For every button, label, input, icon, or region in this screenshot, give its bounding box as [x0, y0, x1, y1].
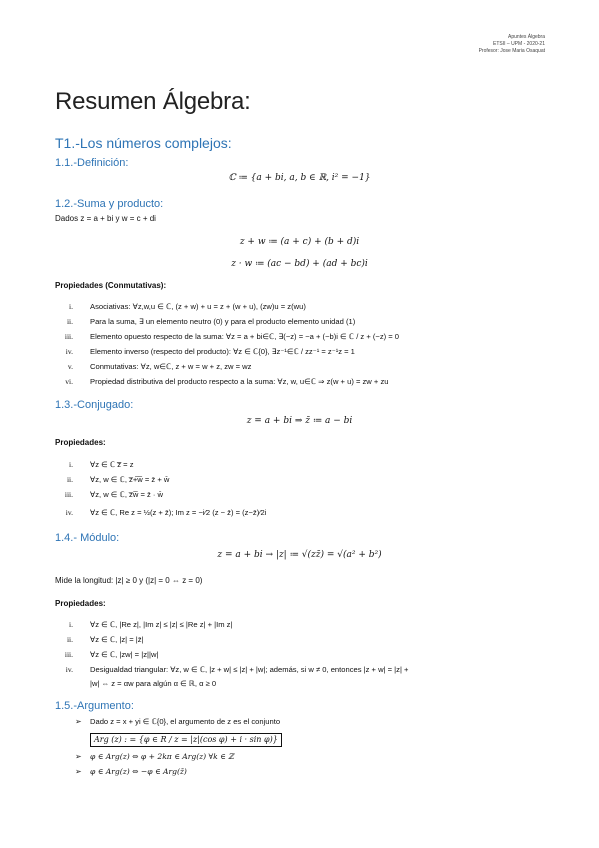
argument-boxed-formula: Arg (z) : = {φ ∈ R / z = |z|(cos φ) + i · sin φ)} — [90, 733, 282, 747]
list-item-text: ∀z ∈ ℂ, |Re z|, |Im z| ≤ |z| ≤ |Re z| + |Im z| — [90, 620, 233, 629]
chapter-heading: T1.-Los números complejos: — [55, 135, 232, 151]
modulus-formula: z = a + bi → |z| ≔ √(zz̄) = √(a² + b²) — [217, 550, 382, 560]
list-item-number: iii. — [64, 650, 73, 659]
arrow-bullet-icon: ➢ — [75, 752, 82, 761]
document-title: Resumen Álgebra: — [55, 88, 251, 115]
header-course: Apuntes Álgebra — [508, 34, 545, 40]
list-item-text: ∀z, w ∈ ℂ, z̅+̅w̅ = z̄ + w̄ — [90, 475, 170, 484]
list-item-number: ii. — [66, 475, 73, 484]
properties-label: Propiedades: — [55, 438, 106, 447]
list-item-number: iv. — [65, 665, 73, 674]
definition-formula: ℂ ≔ {a + bi, a, b ∈ ℝ, i² = −1} — [228, 173, 371, 183]
header-professor: Profesor: Jose Maria Osaquat — [478, 48, 545, 54]
list-item-number: iii. — [64, 332, 73, 341]
conjugate-formula: z = a + bi ⇒ z̄ ≔ a − bi — [246, 416, 353, 426]
page-header — [479, 34, 545, 55]
list-item-text: Elemento opuesto respecto de la suma: ∀z = a + bi∈ℂ, ∃(−z) = −a + (−b)i ∈ ℂ / z + (−z) = 0 — [90, 332, 400, 341]
arrow-bullet-icon: ➢ — [75, 717, 82, 726]
list-item-number: i. — [69, 302, 73, 311]
product-formula: z · w ≔ (ac − bd) + (ad + bc)i — [231, 259, 368, 269]
properties-label: Propiedades: — [55, 599, 106, 608]
list-item-text: ∀z ∈ ℂ, |z| = |z̄| — [90, 635, 144, 644]
list-item-number: vi. — [65, 377, 73, 386]
argument-periodicity: φ ∈ Arg(z) ⇔ φ + 2kπ ∈ Arg(z) ∀k ∈ ℤ — [90, 752, 234, 761]
list-item-text: Conmutativas: ∀z, w∈ℂ, z + w = w + z, zw = wz — [90, 362, 252, 371]
section-heading-modulo: 1.4.- Módulo: — [55, 532, 120, 544]
list-item-text: Asociativas: ∀z,w,u ∈ ℂ, (z + w) + u = z + (w + u), (zw)u = z(wu) — [90, 302, 306, 311]
list-item-number: i. — [69, 460, 73, 469]
list-item-number: ii. — [66, 317, 73, 326]
argument-definition-text: Dado z = x + yi ∈ ℂ{0}, el argumento de z es el conjunto — [90, 717, 281, 726]
properties-label: Propiedades (Conmutativas): — [55, 281, 167, 290]
list-item-number: v. — [67, 362, 73, 371]
list-item-number: i. — [69, 620, 73, 629]
section-heading-conjugado: 1.3.-Conjugado: — [55, 399, 134, 411]
list-item-text: ∀z ∈ ℂ, Re z = ½(z + z̄); Im z = −i⁄2 (z − z̄) = (z−z̄)⁄2i — [90, 508, 267, 517]
list-item-number: iv. — [65, 508, 73, 517]
list-item-number: iii. — [64, 490, 73, 499]
sum-product-intro: Dados z = a + bi y w = c + di — [55, 214, 156, 223]
section-heading-argumento: 1.5.-Argumento: — [55, 700, 134, 712]
list-item-text: Desigualdad triangular: ∀z, w ∈ ℂ, |z + w| ≤ |z| + |w|; además, si w ≠ 0, entonces |z + w| = |z| + — [90, 665, 409, 674]
list-item-text: ∀z, w ∈ ℂ, z̅w̅ = z̄ · w̄ — [90, 490, 164, 499]
list-item-text: Elemento inverso (respecto del producto): ∀z ∈ ℂ{0}, ∃z⁻¹∈ℂ / zz⁻¹ = z⁻¹z = 1 — [90, 347, 355, 356]
list-item-text: ∀z ∈ ℂ, |zw| = |z||w| — [90, 650, 159, 659]
list-item-text-continued: |w| ⇔ z = αw para algún α ∈ ℝ, α ≥ 0 — [90, 679, 217, 688]
section-heading-definicion: 1.1.-Definición: — [55, 157, 129, 169]
modulus-measure: Mide la longitud: |z| ≥ 0 y (|z| = 0 ⇔ z = 0) — [55, 576, 203, 585]
list-item-text: Propiedad distributiva del producto respecto a la suma: ∀z, w, u∈ℂ ⇒ z(w + u) = zw + zu — [90, 377, 389, 386]
list-item-text: Para la suma, ∃ un elemento neutro (0) y para el producto elemento unidad (1) — [90, 317, 356, 326]
arrow-bullet-icon: ➢ — [75, 767, 82, 776]
argument-conjugate: φ ∈ Arg(z) ⇔ −φ ∈ Arg(z̄) — [90, 767, 187, 776]
list-item-number: iv. — [65, 347, 73, 356]
header-school: ETSII – UPM - 2020-21 — [493, 41, 545, 47]
list-item-number: ii. — [66, 635, 73, 644]
section-heading-suma-producto: 1.2.-Suma y producto: — [55, 198, 164, 210]
sum-formula: z + w ≔ (a + c) + (b + d)i — [239, 237, 360, 247]
list-item-text: ∀z ∈ ℂ z̿ = z — [90, 460, 134, 469]
